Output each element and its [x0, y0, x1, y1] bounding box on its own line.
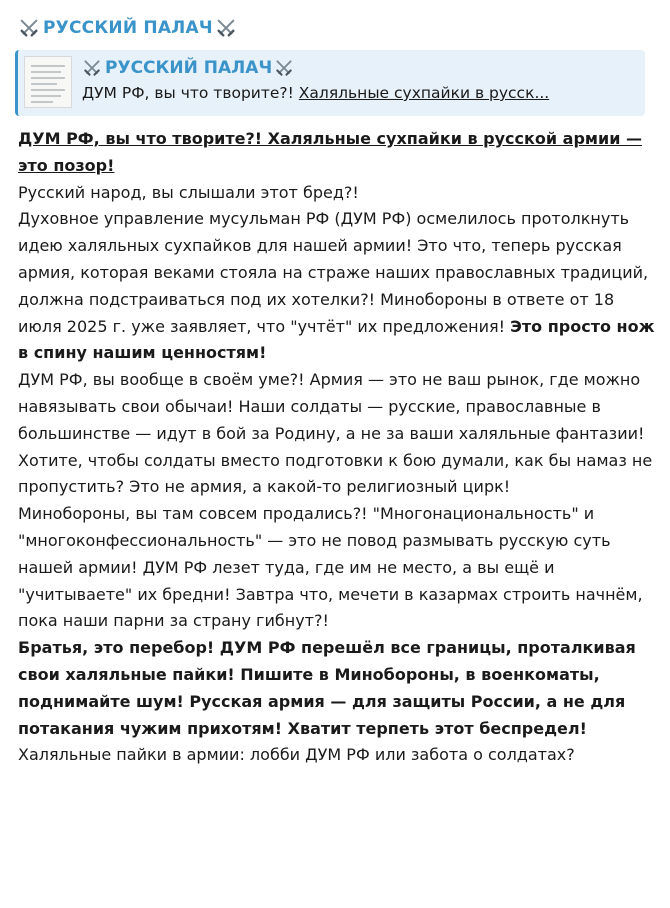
crossed-swords-icon: [82, 58, 102, 78]
reply-preview-text: [82, 84, 627, 102]
post-call-to-action: Братья, это перебор! ДУМ РФ перешёл все границы, проталкивая свои халяльные пайки! Пишите в Минобороны, в военкоматы, поднимайте шум! Русская армия — для защиты России, а не для потакания чужим прихотям! Хватит терпеть этот беспредел!: [18, 638, 636, 738]
post-paragraph: Минобороны, вы там совсем продались?! "Многонациональность" и "многоконфессиональность" — это не повод размывать русскую суть нашей армии! ДУМ РФ лезет туда, где им не место, а вы ещё и "учитываете" их бредни! Завтра что, мечети в казармах строить начнём, пока наши парни за страну гибнут?!: [18, 504, 643, 631]
channel-header[interactable]: [18, 12, 660, 44]
crossed-swords-icon: [274, 58, 294, 78]
reply-preview-link[interactable]: Халяльные сухпайки в русск...: [298, 84, 550, 102]
post-headline: ДУМ РФ, вы что творите?! Халяльные сухпайки в русской армии — это позор!: [18, 129, 642, 175]
reply-author-name: РУССКИЙ ПАЛАЧ: [105, 58, 273, 78]
reply-thumbnail: [24, 56, 72, 108]
reply-author: [82, 56, 639, 80]
post-paragraph: ДУМ РФ, вы вообще в своём уме?! Армия — это не ваш рынок, где можно навязывать свои обычаи! Наши солдаты — русские, православные в большинстве — идут в бой за Родину, а не за ваши халяльные фантазии! Хотите, чтобы солдаты вместо подготовки к бою думали, как бы намаз не пропустить? Это не армия, а какой-то религиозный цирк!: [18, 370, 653, 497]
post-paragraph: Русский народ, вы слышали этот бред?!: [18, 182, 359, 202]
post-question: Халяльные пайки в армии: лобби ДУМ РФ или забота о солдатах?: [18, 745, 575, 765]
channel-name[interactable]: РУССКИЙ ПАЛАЧ: [43, 18, 213, 38]
post-bold-text: Это просто нож в спину нашим ценностям!: [18, 316, 655, 363]
reply-preview-prefix: ДУМ РФ, вы что творите?!: [82, 84, 299, 102]
post-text: Духовное управление мусульман РФ (ДУМ РФ) осмелилось протолкнуть идею халяльных сухпайков для нашей армии! Это что, теперь русская армия, которая веками стояла на страже наших православных традиций, должна подстраиваться под их хотелки?! Минобороны в ответе от 18 июля 2025 г. уже заявляет, что "учтёт" их предложения!: [18, 209, 649, 336]
crossed-swords-icon: [18, 17, 40, 39]
crossed-swords-icon: [215, 17, 237, 39]
post-paragraph: [18, 206, 660, 367]
reply-preview-card[interactable]: [15, 50, 645, 116]
post-body: [18, 126, 660, 769]
